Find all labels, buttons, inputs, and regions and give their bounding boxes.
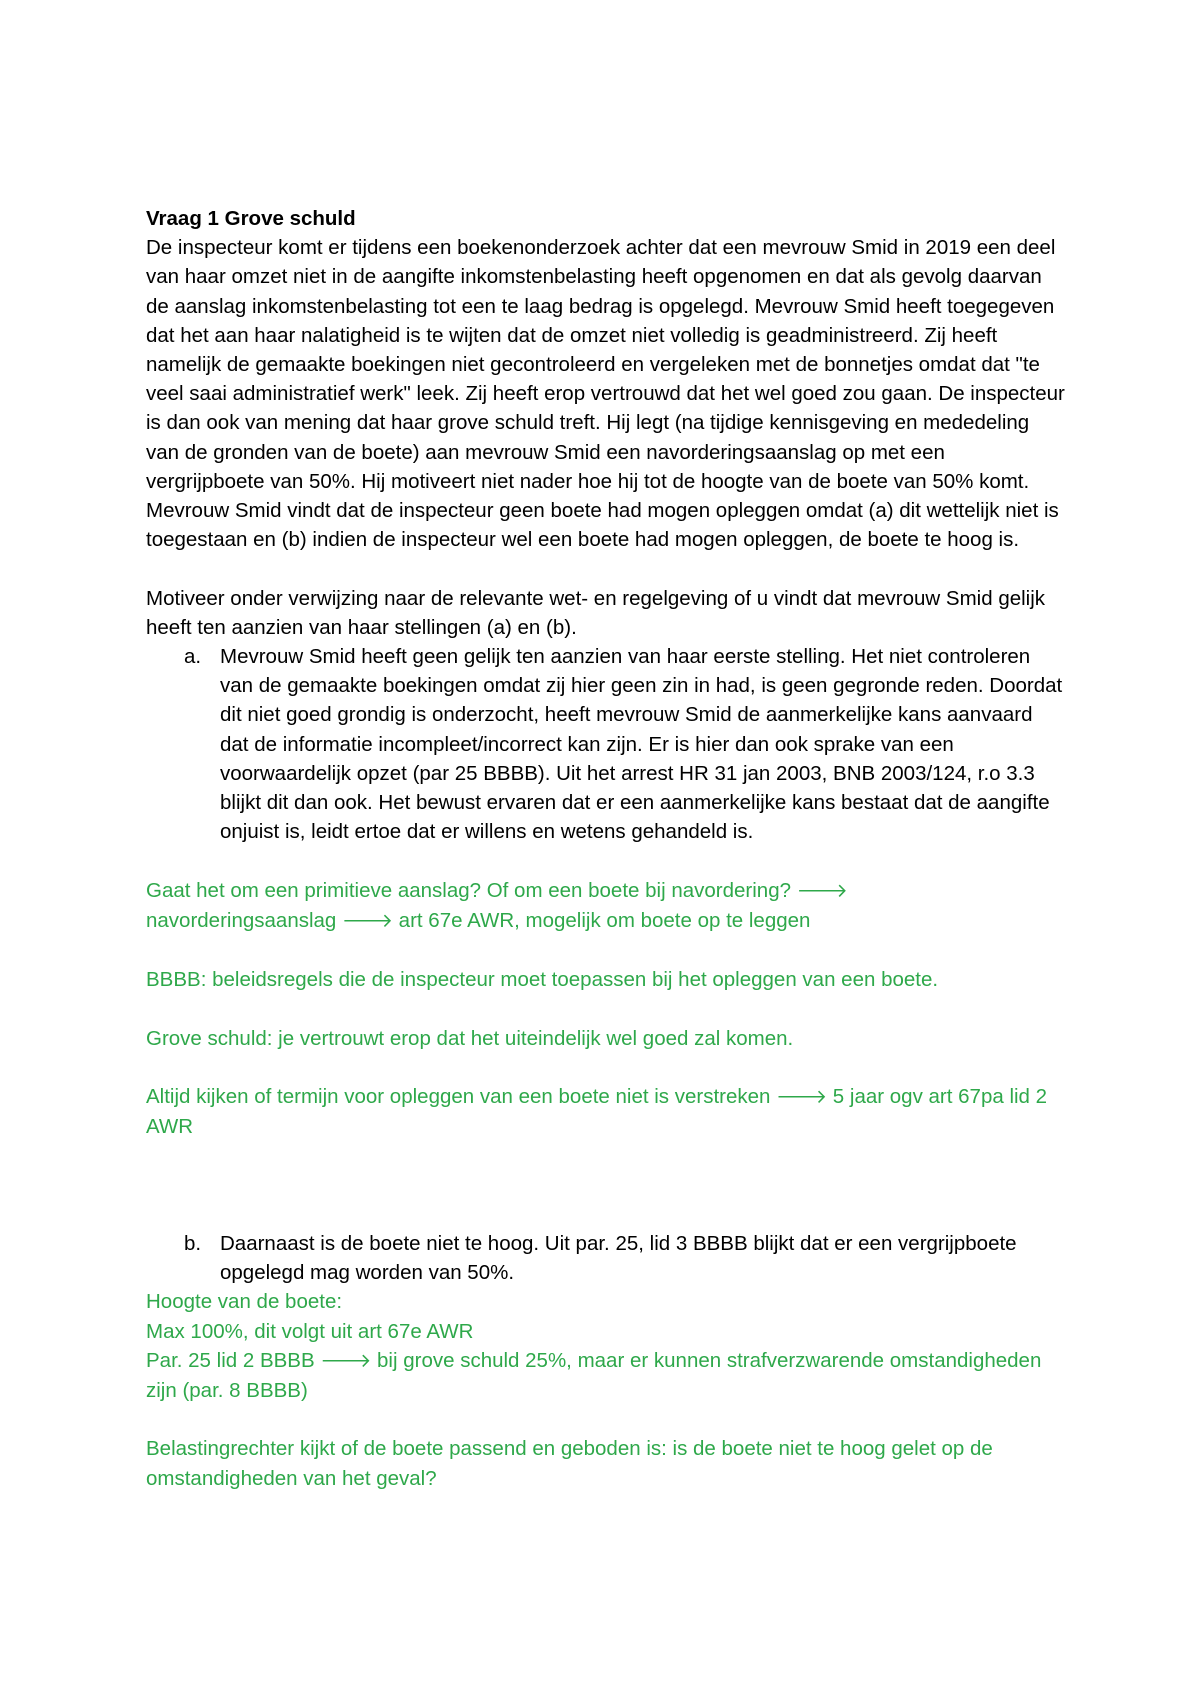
- note-belastingrechter: Belastingrechter kijkt of de boete passend en geboden is: is de boete niet te hoog gelet op de omstandigheden van het geval?: [146, 1437, 993, 1490]
- arrow-right-icon: 🡒: [776, 1086, 828, 1109]
- document-body: [146, 204, 1066, 1493]
- list-marker-b: b.: [184, 1232, 202, 1256]
- note-grove-schuld: Grove schuld: je vertrouwt erop dat het uiteindelijk wel goed zal komen.: [146, 1026, 794, 1050]
- note5-line2-part2: bij grove schuld 25%, maar er kunnen strafverzwarende omstandigheden zijn (par. 8 BBBB): [146, 1348, 1042, 1403]
- spacer: [146, 1141, 1066, 1229]
- arrow-right-icon: 🡒: [320, 1349, 372, 1372]
- note1-part3: art 67e AWR, mogelijk om boete op te leggen: [392, 908, 811, 932]
- spacer: [146, 994, 1066, 1023]
- spacer: [146, 554, 1066, 583]
- note-hoogte-heading: Hoogte van de boete:: [146, 1290, 343, 1314]
- note-primitive-vs-navordering: [146, 876, 1066, 936]
- question-text: Motiveer onder verwijzing naar de relevante wet- en regelgeving of u vindt dat mevrouw Smid gelijk heeft ten aanzien van haar stellingen (a) en (b).: [146, 586, 1046, 639]
- note1-part1: Gaat het om een primitieve aanslag? Of om een boete bij navordering?: [146, 878, 797, 902]
- note4-part1: Altijd kijken of termijn voor opleggen van een boete niet is verstreken: [146, 1085, 777, 1109]
- note-termijn: [146, 1082, 1066, 1141]
- arrow-right-icon: 🡒: [342, 909, 393, 932]
- note-bbbb-definition: BBBB: beleidsregels die de inspecteur moet toepassen bij het opleggen van een boete.: [146, 968, 939, 992]
- note4-part2: 5 jaar ogv art 67pa lid 2 AWR: [146, 1085, 1048, 1139]
- question-title: Vraag 1 Grove schuld: [146, 207, 356, 230]
- spacer: [146, 1053, 1066, 1082]
- note1-part2: navorderingsaanslag: [146, 908, 343, 932]
- list-marker-a: a.: [184, 645, 202, 669]
- note5-line2-part1: Par. 25 lid 2 BBBB: [146, 1348, 321, 1372]
- case-description: De inspecteur komt er tijdens een boekenonderzoek achter dat een mevrouw Smid in 2019 een deel van haar omzet niet in de aangifte inkomstenbelasting heeft opgenomen en dat als gevolg daarvan de aanslag inkomstenbelasting tot een te laag bedrag is opgelegd. Mevrouw Smid heeft toegegeven dat het aan haar nalatigheid is te wijten dat de omzet niet volledig is geadministreerd. Zij heeft namelijk de gemaakte boekingen niet gecontroleerd en vergeleken met de bonnetjes omdat dat "te veel saai administratief werk" leek. Zij heeft erop vertrouwd dat het wel goed zou gaan. De inspecteur is dan ook van mening dat haar grove schuld treft. Hij legt (na tijdige kennisgeving en mededeling van de gronden van de boete) aan mevrouw Smid een navorderingsaanslag op met een vergrijpboete van 50%. Hij motiveert niet nader hoe hij tot de hoogte van de boete van 50% komt. Mevrouw Smid vindt dat de inspecteur geen boete had mogen opleggen omdat (a) dit wettelijk niet is toegestaan en (b) indien de inspecteur wel een boete had mogen opleggen, de boete te hoog is.: [146, 236, 1065, 552]
- answer-b-text: Daarnaast is de boete niet te hoog. Uit par. 25, lid 3 BBBB blijkt dat er een vergrijpboete opgelegd mag worden van 50%.: [220, 1232, 1017, 1285]
- answer-a: [146, 642, 1066, 846]
- answer-b: [146, 1229, 1066, 1287]
- answer-a-text: Mevrouw Smid heeft geen gelijk ten aanzien van haar eerste stelling. Het niet controleren van de gemaakte boekingen omdat zij hier geen zin in had, is geen gegronde reden. Doordat dit niet goed grondig is onderzocht, heeft mevrouw Smid de aanmerkelijke kans aanvaard dat de informatie incompleet/incorrect kan zijn. Er is hier dan ook sprake van een voorwaardelijk opzet (par 25 BBBB). Uit het arrest HR 31 jan 2003, BNB 2003/124, r.o 3.3 blijkt dit dan ook. Het bewust ervaren dat er een aanmerkelijke kans bestaat dat de aangifte onjuist is, leidt ertoe dat er willens en wetens gehandeld is.: [220, 645, 1063, 844]
- arrow-right-icon: 🡒: [796, 879, 848, 902]
- note-par25-lid2: [146, 1346, 1066, 1405]
- spacer: [146, 1405, 1066, 1434]
- spacer: [146, 936, 1066, 965]
- note-max-100: Max 100%, dit volgt uit art 67e AWR: [146, 1319, 474, 1343]
- spacer: [146, 846, 1066, 875]
